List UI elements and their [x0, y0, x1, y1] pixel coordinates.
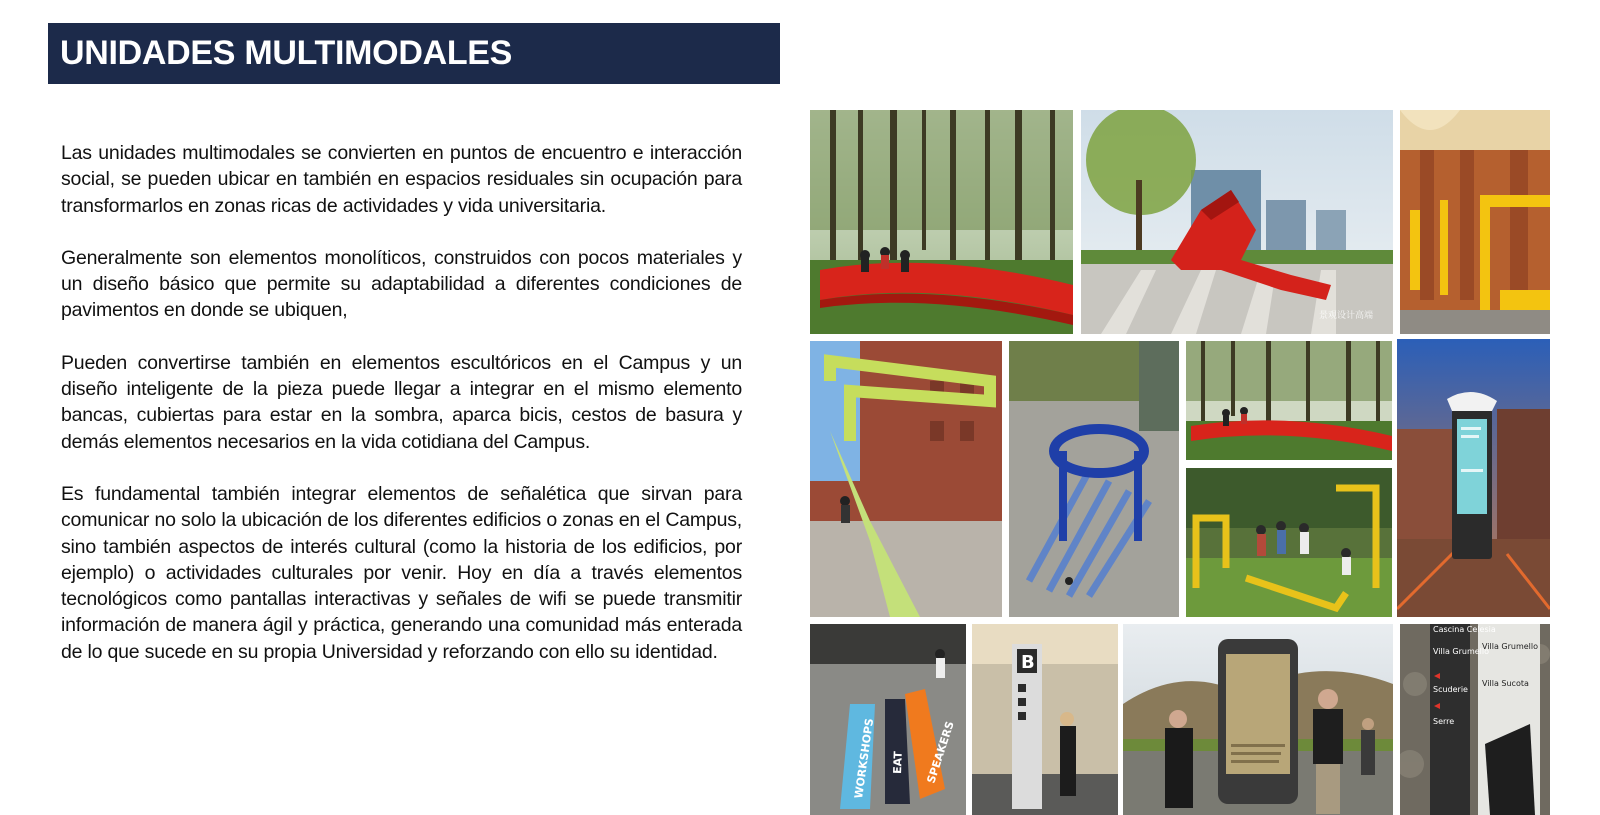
sign-line-scuderie: Scuderie [1433, 685, 1468, 694]
floor-label-workshops: WORKSHOPS [852, 717, 877, 800]
paragraph-intro: Las unidades multimodales se convierten en puntos de encuentro e interacción social, se pueden ubicar en también en espacios residuales sin ocupación para transformarlos en zonas ricas de actividades y vida universitaria. [61, 142, 742, 217]
red-bench-forest-small-photo [1186, 341, 1392, 460]
red-sculpture-plaza-photo [1081, 110, 1393, 334]
sign-letter: B [1021, 652, 1035, 673]
floor-wayfinding-stripes-photo [810, 624, 966, 815]
floor-label-speakers: SPEAKERS [924, 719, 957, 785]
yellow-portico-structure-photo [1400, 110, 1550, 334]
paragraph-signage: Es fundamental también integrar elementos de señalética que sirvan para comunicar no solo la ubicación de los diferentes edificios o zonas en el Campus, sino también aspectos de interés cultural (como la historia de los edificios, por ejemplo) o actividades culturales por venir. Hoy en día a través elementos tecnológicos como pantallas interactivas y señales de wifi se puede transmitir información de manera ágil y práctica, generando una comunidad más enterada de lo que sucede en su propia Universidad y reforzando con ello su identidad. [61, 482, 742, 663]
page-title: UNIDADES MULTIMODALES [60, 34, 513, 72]
sign-line-cascina: Cascina Celesia [1433, 625, 1496, 634]
building-signage-totem-photo [972, 624, 1118, 815]
blue-ring-structure-photo [1009, 341, 1179, 617]
sign-line-villa-sucota: Villa Sucota [1482, 679, 1529, 688]
sign-line-villa-grumello-left: Villa Grumello [1433, 647, 1490, 656]
green-canopy-alley-photo [810, 341, 1002, 617]
sign-line-serre: Serre [1433, 717, 1455, 726]
title-bar [48, 23, 780, 84]
watermark-text: 景观设计高端 [1319, 311, 1374, 321]
sign-line-villa-grumello-right: Villa Grumello [1482, 642, 1539, 651]
red-bench-forest-photo [810, 110, 1073, 334]
directional-signage-photo [1400, 624, 1550, 815]
floor-label-eat: EAT [891, 750, 905, 775]
interactive-screen-park-photo [1123, 624, 1393, 815]
yellow-frame-lawn-photo [1186, 468, 1392, 617]
paragraph-sculptural: Pueden convertirse también en elementos escultóricos en el Campus y un diseño inteligente de la pieza puede llegar a integrar en el mismo elemento bancas, cubiertas para estar en la sombra, aparca bicis, cestos de basura y demás elementos necesarios en la vida cotidiana del Campus. [61, 351, 742, 453]
paragraph-materials: Generalmente son elementos monolíticos, construidos con pocos materiales y un diseño básico que permite su adaptabilidad a diferentes condiciones de pavimentos en donde se ubiquen, [61, 246, 742, 322]
body-text [61, 140, 742, 691]
digital-totem-night-photo [1397, 339, 1550, 617]
